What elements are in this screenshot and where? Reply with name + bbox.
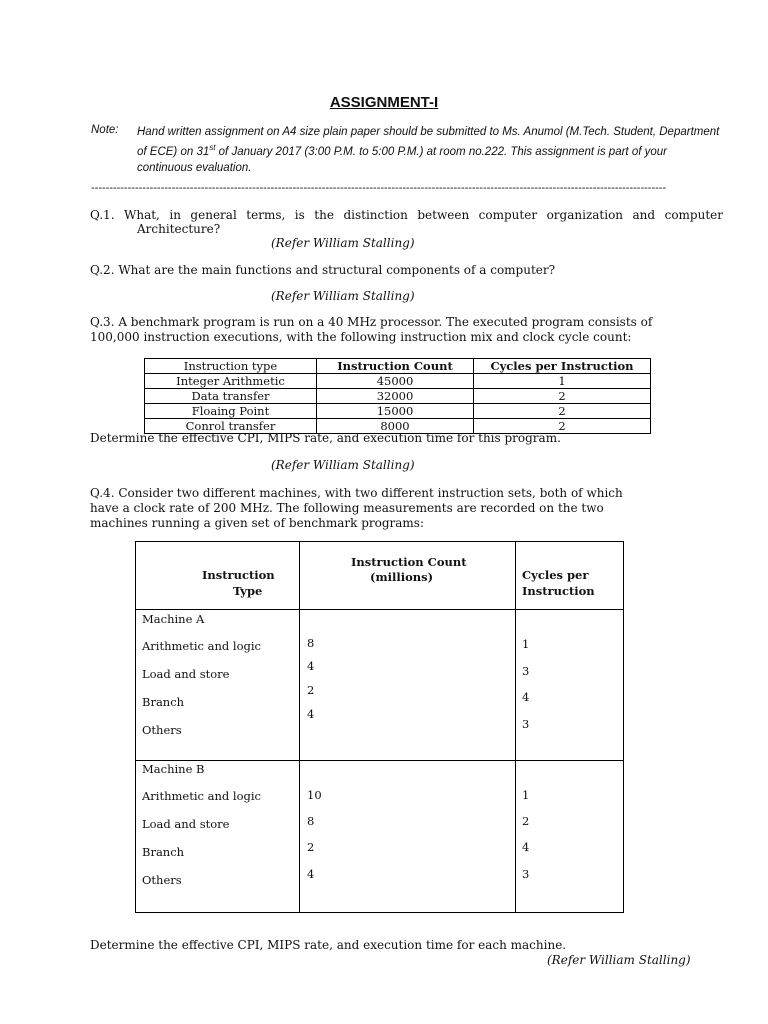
table-row: [145, 404, 651, 419]
q1-reference: (Refer William Stalling): [271, 236, 415, 250]
machine-b-cpi-cell: [516, 761, 624, 913]
table-cell: 2: [474, 419, 651, 434]
header-cell-type: [136, 542, 300, 610]
table-cell: 10: [307, 788, 322, 802]
q4-line-2: have a clock rate of 200 MHz. The following measurements are recorded on the two: [90, 501, 604, 515]
header-cpi-line-2: Instruction: [522, 584, 595, 598]
machine-a-label: Machine A: [142, 612, 205, 626]
table-cell: 8: [307, 636, 315, 650]
table-header-row: [145, 359, 651, 374]
separator-line: -------------------------------------------------------------------------------------------------------------------------------------------------------------: [91, 182, 667, 194]
header-count-line-1: Instruction Count: [351, 555, 467, 569]
table-row: [145, 389, 651, 404]
q4-reference: (Refer William Stalling): [547, 953, 691, 967]
table-cell: 4: [307, 707, 315, 721]
table-cell: 15000: [317, 404, 474, 419]
table-cell: 4: [307, 659, 315, 673]
header-cell-count: [300, 542, 516, 610]
q3-after-text: Determine the effective CPI, MIPS rate, and execution time for this program.: [90, 431, 561, 445]
table-cell: 8000: [317, 419, 474, 434]
table-cell: Branch: [142, 695, 185, 709]
header-count-line-2: (millions): [370, 570, 434, 584]
q3-line-2: 100,000 instruction executions, with the following instruction mix and clock cycle count:: [90, 330, 632, 344]
table-cell: 4: [522, 690, 530, 704]
q2-reference: (Refer William Stalling): [271, 289, 415, 303]
table-cell: Load and store: [142, 817, 230, 831]
machine-a-counts-cell: [300, 610, 516, 761]
table-cell: 32000: [317, 389, 474, 404]
col-header-instruction-count: Instruction Count: [317, 359, 474, 374]
note-label: Note:: [91, 124, 119, 136]
table-cell: Arithmetic and logic: [142, 639, 261, 653]
machine-a-types-cell: [136, 610, 300, 761]
note-superscript: st: [209, 143, 216, 152]
machine-b-types-cell: [136, 761, 300, 913]
table-cell: 2: [307, 683, 315, 697]
table-cell: Floaing Point: [145, 404, 317, 419]
q2-text: Q.2. What are the main functions and structural components of a computer?: [90, 263, 556, 277]
note-text: [137, 124, 722, 176]
table-cell: 45000: [317, 374, 474, 389]
table-cell: 2: [474, 404, 651, 419]
q1-line-1: Q.1. What, in general terms, is the distinction between computer organization and computer: [90, 208, 723, 222]
note-text-part-2: of January 2017 (3:00 P.M. to 5:00 P.M.) at room no.222. This assignment is part of your continuous evaluation.: [137, 145, 667, 174]
table-row-machine-b: [136, 761, 624, 913]
table-cell: 1: [522, 637, 530, 651]
q1-line-2: Architecture?: [137, 222, 221, 236]
table-cell: 2: [474, 389, 651, 404]
page-title: ASSIGNMENT-I: [329, 94, 439, 111]
machine-a-cpi-cell: [516, 610, 624, 761]
table-cell: 2: [522, 814, 530, 828]
q4-machine-comparison-table: [135, 541, 624, 913]
table-cell: Arithmetic and logic: [142, 789, 261, 803]
table-cell: 1: [474, 374, 651, 389]
col-header-instruction-type: Instruction type: [145, 359, 317, 374]
table-cell: Others: [142, 723, 182, 737]
table-cell: Others: [142, 873, 182, 887]
table-cell: Conrol transfer: [145, 419, 317, 434]
table-cell: 4: [307, 867, 315, 881]
table-cell: 3: [522, 867, 530, 881]
table-cell: 8: [307, 814, 315, 828]
table-cell: Load and store: [142, 667, 230, 681]
table-cell: Data transfer: [145, 389, 317, 404]
q3-instruction-mix-table: [144, 358, 651, 434]
header-cpi-line-1: Cycles per: [522, 568, 589, 582]
table-header-row: [136, 542, 624, 610]
q4-line-1: Q.4. Consider two different machines, with two different instruction sets, both of which: [90, 486, 623, 500]
header-cell-cpi: [516, 542, 624, 610]
table-cell: Branch: [142, 845, 185, 859]
table-row: [145, 374, 651, 389]
machine-b-counts-cell: [300, 761, 516, 913]
table-cell: 3: [522, 664, 530, 678]
q4-after-text: Determine the effective CPI, MIPS rate, and execution time for each machine.: [90, 938, 567, 952]
q3-line-1: Q.3. A benchmark program is run on a 40 MHz processor. The executed program consists of: [90, 315, 653, 329]
header-type-line-2: Type: [233, 584, 263, 598]
table-cell: 2: [307, 840, 315, 854]
note-text-part-1: Hand written assignment on A4 size plain paper should be submitted to Ms. Anumol (M.Tech. Student, Department of ECE) on 31: [137, 126, 720, 158]
header-type-line-1: Instruction: [202, 568, 275, 582]
table-cell: 1: [522, 788, 530, 802]
machine-b-label: Machine B: [142, 762, 205, 776]
q3-reference: (Refer William Stalling): [271, 458, 415, 472]
col-header-cpi: Cycles per Instruction: [474, 359, 651, 374]
table-cell: 3: [522, 717, 530, 731]
table-cell: 4: [522, 840, 530, 854]
q4-line-3: machines running a given set of benchmark programs:: [90, 516, 425, 530]
table-cell: Integer Arithmetic: [145, 374, 317, 389]
table-row-machine-a: [136, 610, 624, 761]
